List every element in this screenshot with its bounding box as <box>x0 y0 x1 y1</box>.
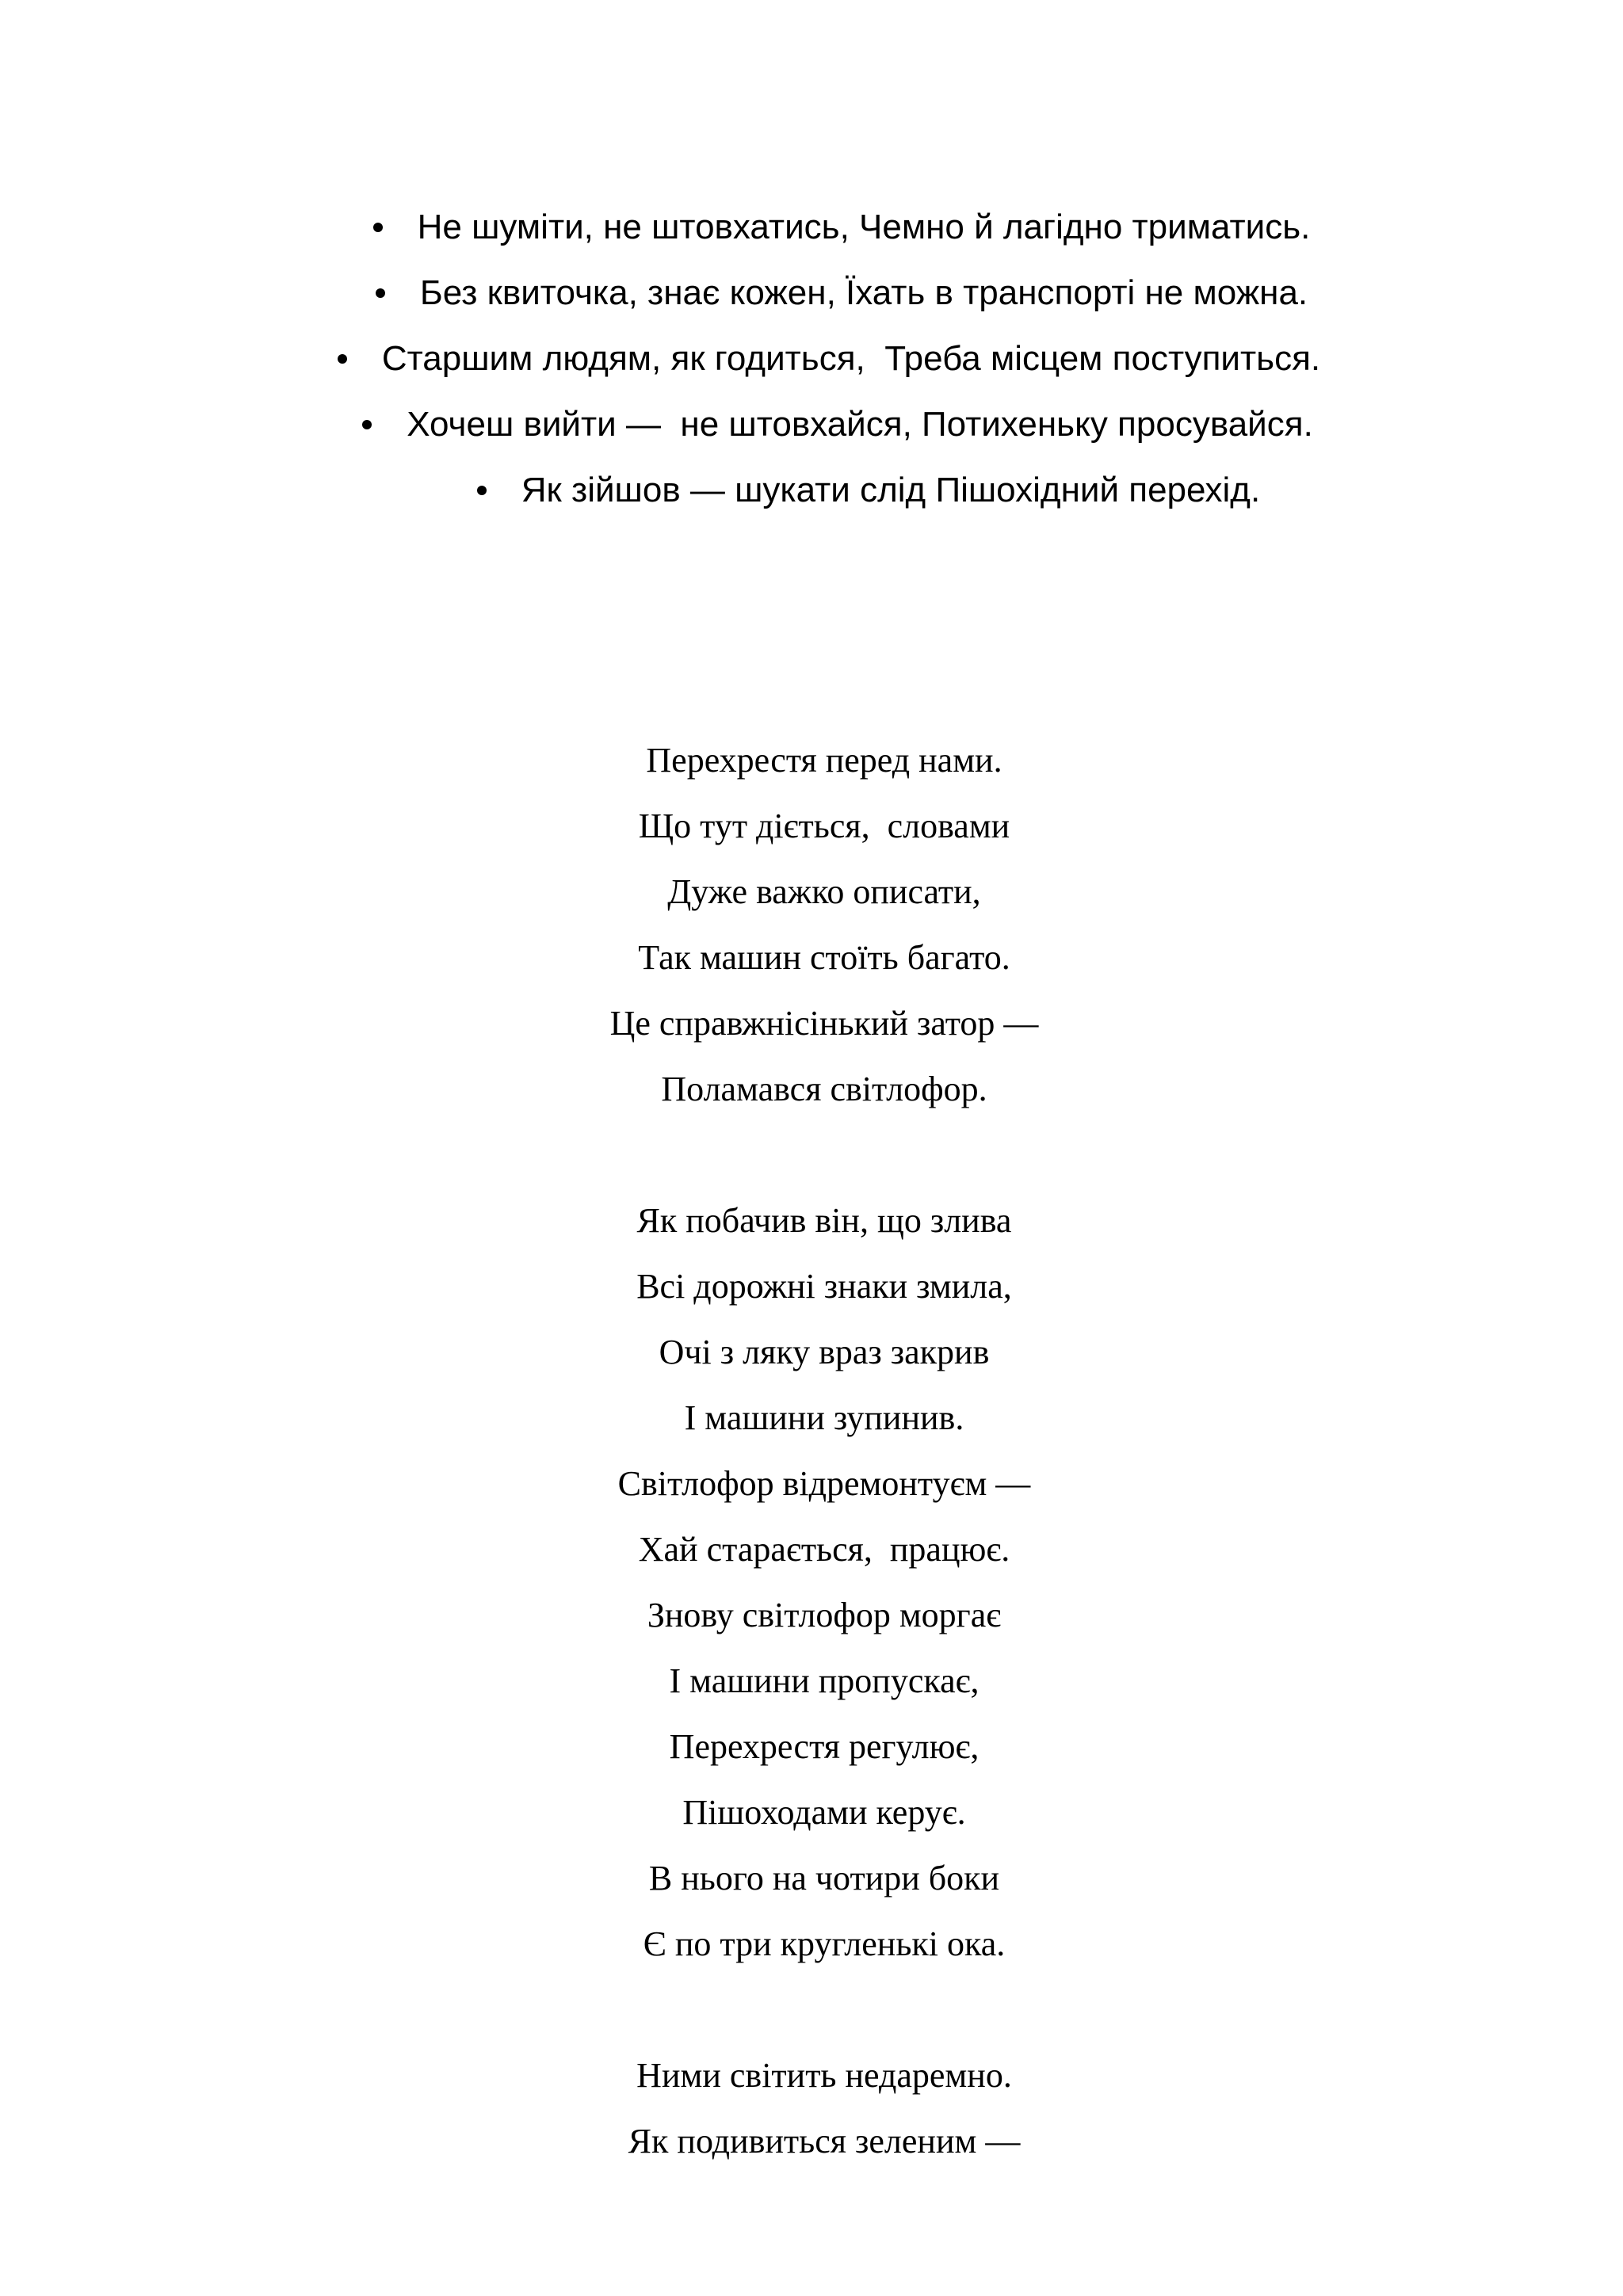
poem-line: В нього на чотири боки <box>648 1859 1000 1897</box>
poem-line: Це справжнісінький затор — <box>609 1004 1039 1043</box>
list-item <box>30 260 1623 326</box>
poem-line: Світлофор відремонтуєм — <box>617 1464 1031 1503</box>
rule-text: Хочеш вийти — не штовхайся, Потихеньку просувайся. <box>407 405 1313 444</box>
bullet-icon <box>477 486 487 495</box>
bullet-icon <box>338 354 347 364</box>
list-item <box>57 457 1623 523</box>
rule-text: Старшим людям, як годиться, Треба місцем поступиться. <box>381 339 1321 378</box>
list-item <box>30 194 1623 260</box>
list-item <box>17 326 1623 391</box>
rule-text: Як зійшов — шукати слід Пішохідний перехід. <box>521 471 1261 509</box>
poem-line: Всі дорожні знаки змила, <box>636 1267 1012 1306</box>
poem-line: Що тут діється, словами <box>638 807 1010 845</box>
poem-stanza-2 <box>0 1188 1623 1977</box>
poem-line: Є по три кругленькі ока. <box>643 1924 1006 1963</box>
transport-rules-list <box>0 194 1623 523</box>
poem-line: Поламався світлофор. <box>661 1070 987 1108</box>
poem-line: Хай старається, працює. <box>638 1530 1010 1569</box>
poem-line: Перехрестя перед нами. <box>646 741 1002 780</box>
poem-line: Перехрестя регулює, <box>669 1727 980 1766</box>
poem-line: Як подивиться зеленим — <box>628 2122 1021 2161</box>
bullet-icon <box>373 223 383 232</box>
poem-stanza-3 <box>0 2042 1623 2174</box>
poem-line: Знову світлофор моргає <box>647 1596 1002 1634</box>
poem-stanza-1 <box>0 727 1623 1122</box>
list-item <box>26 391 1623 457</box>
poem <box>0 727 1623 2240</box>
poem-line: Дуже важко описати, <box>667 872 981 911</box>
rule-text: Не шуміти, не штовхатись, Чемно й лагідно триматись. <box>417 208 1311 246</box>
poem-line: Як побачив він, що злива <box>636 1201 1012 1240</box>
poem-line: І машини зупинив. <box>684 1398 964 1437</box>
poem-line: Ними світить недаремно. <box>636 2056 1012 2095</box>
poem-line: Очі з ляку враз закрив <box>659 1333 990 1371</box>
poem-line: Так машин стоїть багато. <box>638 938 1010 977</box>
bullet-icon <box>376 288 385 298</box>
poem-line: І машини пропускає, <box>669 1661 980 1700</box>
poem-line: Пішоходами керує. <box>682 1793 966 1832</box>
rule-text: Без квиточка, знає кожен, Їхать в транспорті не можна. <box>419 273 1308 312</box>
bullet-icon <box>362 420 372 429</box>
